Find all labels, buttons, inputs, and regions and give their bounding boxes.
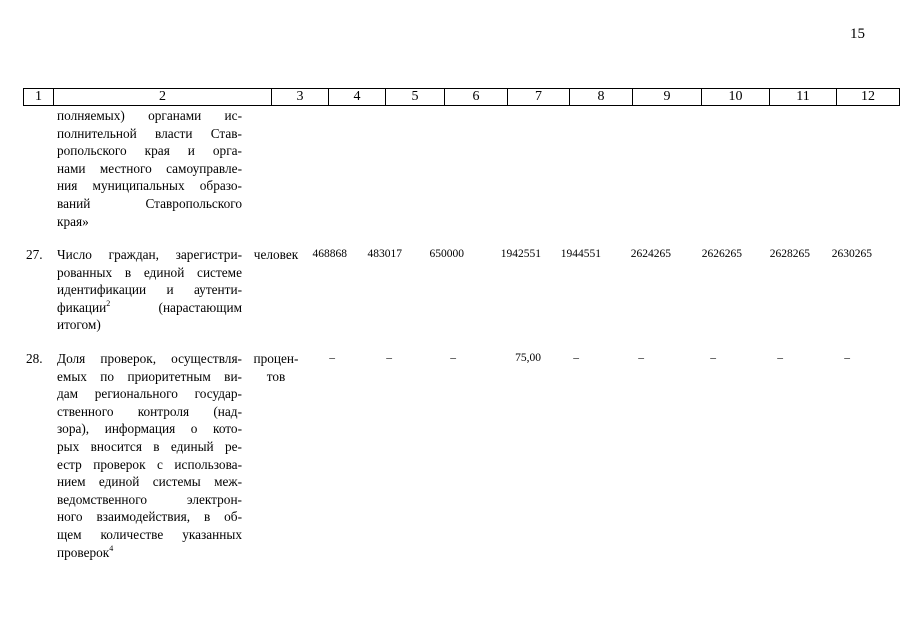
col-header-11: 11 (770, 89, 837, 105)
value-cell: – (450, 352, 456, 364)
text-line: края» (57, 213, 89, 229)
text-line: полнительной власти Став- (57, 125, 242, 141)
value-cell: 483017 (367, 248, 402, 260)
text-line: итогом) (57, 317, 101, 333)
text-line: дам регионального государ- (57, 386, 242, 402)
text-line: ропольского края и орга- (57, 143, 242, 159)
value-cell: 2628265 (769, 248, 810, 260)
value-cell: 468868 (312, 248, 347, 260)
indicator-description (57, 350, 242, 561)
value-cell: – (777, 352, 783, 364)
text-line: ния муниципальных образо- (57, 178, 242, 194)
col-header-10: 10 (702, 89, 770, 105)
value-cell: 75,00 (515, 352, 541, 364)
col-header-1: 1 (24, 89, 54, 105)
value-cell: – (844, 352, 850, 364)
continuation-text (57, 107, 242, 230)
text-line: щем количестве указанных (57, 526, 242, 542)
text-line: Доля проверок, осуществля- (57, 351, 242, 366)
text-fragment: (нарастающим (158, 299, 242, 315)
footnote-marker: 2 (106, 298, 111, 308)
value-cell: 2626265 (701, 248, 742, 260)
text-line (57, 544, 242, 562)
col-header-7: 7 (508, 89, 570, 105)
row-number: 27. (26, 247, 43, 262)
col-header-6: 6 (445, 89, 508, 105)
unit-line: процен- (253, 351, 299, 366)
indicator-description (57, 246, 242, 334)
value-cell: – (573, 352, 579, 364)
col-header-12: 12 (861, 89, 875, 104)
text-line (57, 299, 242, 317)
value-cell: 2630265 (831, 248, 872, 260)
col-header-4: 4 (329, 89, 386, 105)
col-header-5: 5 (386, 89, 445, 105)
value-cell: 1944551 (560, 248, 601, 260)
text-line: ведомственного электрон- (57, 491, 242, 507)
text-line: ного взаимодействия, в об- (57, 509, 242, 525)
text-line: рованных в единой системе (57, 264, 242, 280)
text-line: идентификации и аутенти- (57, 282, 242, 298)
unit-line: тов (266, 368, 286, 384)
value-cell: – (638, 352, 644, 364)
text-fragment: проверок (57, 544, 110, 560)
value-cell: 650000 (429, 248, 464, 260)
text-line: естр проверок с использова- (57, 456, 242, 472)
row-number: 28. (26, 351, 43, 366)
col-header-8: 8 (570, 89, 633, 105)
value-cell: – (386, 352, 392, 364)
page-number: 15 (850, 26, 865, 42)
text-line: ственного контроля (над- (57, 403, 242, 419)
value-cell: 1942551 (500, 248, 541, 260)
col-header-2: 2 (54, 89, 272, 105)
col-header-9: 9 (633, 89, 702, 105)
text-line: емых по приоритетным ви- (57, 368, 242, 384)
value-cell: 2624265 (630, 248, 671, 260)
text-line: рых вносится в единый ре- (57, 438, 242, 454)
text-line: нием единой системы меж- (57, 474, 242, 490)
text-line: полняемых) органами ис- (57, 108, 242, 123)
text-line: зора), информация о кото- (57, 421, 242, 437)
text-line: нами местного самоуправле- (57, 160, 242, 176)
value-cell: – (710, 352, 716, 364)
text-fragment: фикации (57, 299, 107, 315)
unit-of-measure: человек (253, 247, 299, 262)
footnote-marker: 4 (109, 543, 114, 553)
value-cell: – (329, 352, 335, 364)
col-header-3: 3 (272, 89, 329, 105)
column-number-header (23, 88, 900, 106)
text-line: Число граждан, зарегистри- (57, 247, 242, 262)
text-line: ваний Ставропольского (57, 195, 242, 211)
unit-of-measure (248, 350, 304, 385)
